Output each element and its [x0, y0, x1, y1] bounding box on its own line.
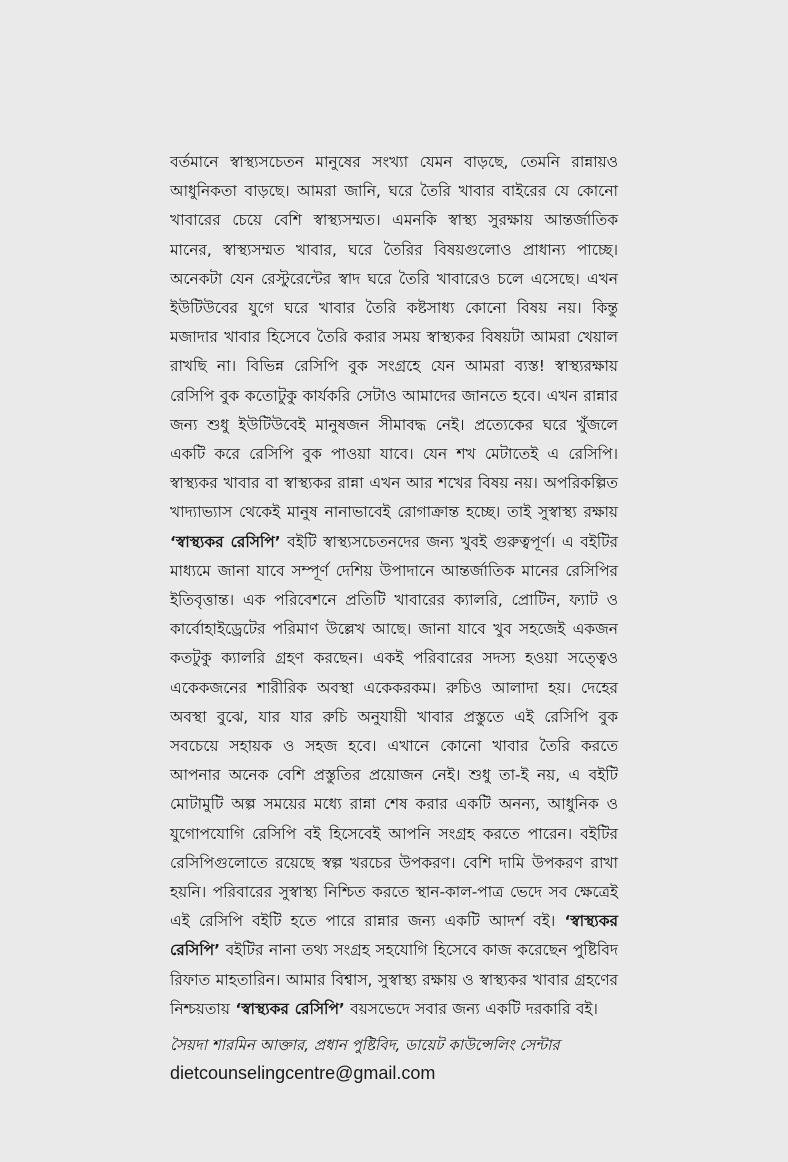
author-email: dietcounselingcentre@gmail.com [170, 1063, 436, 1083]
author-byline: সৈয়দা শারমিন আক্তার, প্রধান পুষ্টিবিদ, ডায়েট কাউন্সেলিং সেন্টার [170, 1036, 560, 1054]
book-title-emphasis: ‘স্বাস্থ্যকর রেসিপি’ [170, 532, 281, 551]
paragraph-text-part-2: বইটি স্বাস্থ্যসচেতনদের জন্য খুবই গুরুত্বপূর্ণ। এ বইটির মাধ্যমে জানা যাবে সম্পূর্ণ দেশিয় উপাদানে আন্তর্জাতিক মানের রেসিপির ইতিবৃত্তান্ত। এক পরিবেশনে প্রতিটি খাবারের ক্যালরি, প্রোটিন, ফ্যাট ও কার্বোহাইড্রেটের পরিমাণ উল্লেখ আছে। জানা যাবে খুব সহজেই একজন কতটুকু ক্যালরি গ্রহণ করছেন। একই পরিবারের সদস্য হওয়া সত্ত্বেও একেকজনের শারীরিক অবস্থা একেকরকম। রুচিও আলাদা হয়। দেহের অবস্থা বুঝে, যার যার রুচি অনুযায়ী খাবার প্রস্তুতে এই রেসিপি বুক সবচেয়ে সহায়ক ও সহজ হবে। এখানে কোনো খাবার তৈরি করতে আপনার অনেক বেশি প্রস্তুতির প্রয়োজন নেই। শুধু তা-ই নয়, এ বইটি মোটামুটি অল্প সময়ের মধ্যে রান্না শেষ করার একটি অনন্য, আধুনিক ও যুগোপযোগি রেসিপি বই হিসেবেই আপনি সংগ্রহ করতে পারেন। বইটির রেসিপিগুলোতে রয়েছে স্বল্প খরচের উপকরণ। বেশি দামি উপকরণ রাখা হয়নি। পরিবারের সুস্বাস্থ্য নিশ্চিত করতে স্থান-কাল-পাত্র ভেদে সব ক্ষেত্রেই এই রেসিপি বইটি হতে পারে রান্নার জন্য একটি আদর্শ বই। [170, 532, 618, 931]
paragraph-text-part-1: বর্তমানে স্বাস্থ্যসচেতন মানুষের সংখ্যা যেমন বাড়ছে, তেমনি রান্নায়ও আধুনিকতা বাড়ছে। আমরা জানি, ঘরে তৈরি খাবার বাইরের যে কোনো খাবারের চেয়ে বেশি স্বাস্থ্যসম্মত। এমনকি স্বাস্থ্য সুরক্ষায় আন্তর্জাতিক মানের, স্বাস্থ্যসম্মত খাবার, ঘরে তৈরির বিষয়গুলোও প্রাধান্য পাচ্ছে। অনেকটা যেন রেস্টুরেন্টের স্বাদ ঘরে তৈরি খাবারেও চলে এসেছে। এখন ইউটিউবের যুগে ঘরে খাবার তৈরি কষ্টসাধ্য কোনো বিষয় নয়। কিন্তু মজাদার খাবার হিসেবে তৈরি করার সময় স্বাস্থ্যকর বিষয়টা আমরা খেয়াল রাখছি না। বিভিন্ন রেসিপি বুক সংগ্রহে যেন আমরা ব্যস্ত! স্বাস্থ্যরক্ষায় রেসিপি বুক কতোটুকু কার্যকরি সেটাও আমাদের জানতে হবে। এখন রান্নার জন্য শুধু ইউটিউবেই মানুষজন সীমাবদ্ধ নেই। প্রত্যেকের ঘরে খুঁজলে একটি করে রেসিপি বুক পাওয়া যাবে। যেন শখ মেটাতেই এ রেসিপি। স্বাস্থ্যকর খাবার বা স্বাস্থ্যকর রান্না এখন আর শখের বিষয় নয়। অপরিকল্পিত খাদ্যাভ্যাস থেকেই মানুষ নানাভাবেই রোগাক্রান্ত হচ্ছে। তাই সুস্বাস্থ্য রক্ষায় [170, 153, 618, 522]
book-title-emphasis: ‘স্বাস্থ্যকর রেসিপি’ [235, 999, 345, 1018]
foreword-paragraph [170, 148, 618, 1024]
book-title-emphasis: ‘স্বাস্থ্যকর রেসিপি’ [170, 912, 618, 960]
author-signature-block [170, 1034, 690, 1086]
paragraph-text-part-3: বইটির নানা তথ্য সংগ্রহ সহযোগি হিসেবে কাজ করেছেন পুষ্টিবিদ রিফাত মাহতারিন। আমার বিশ্বাস, সুস্বাস্থ্য রক্ষায় ও স্বাস্থ্যকর খাবার গ্রহণের নিশ্চয়তায় [170, 941, 618, 1018]
paragraph-text-part-4: বয়সভেদে সবার জন্য একটি দরকারি বই। [344, 999, 598, 1018]
